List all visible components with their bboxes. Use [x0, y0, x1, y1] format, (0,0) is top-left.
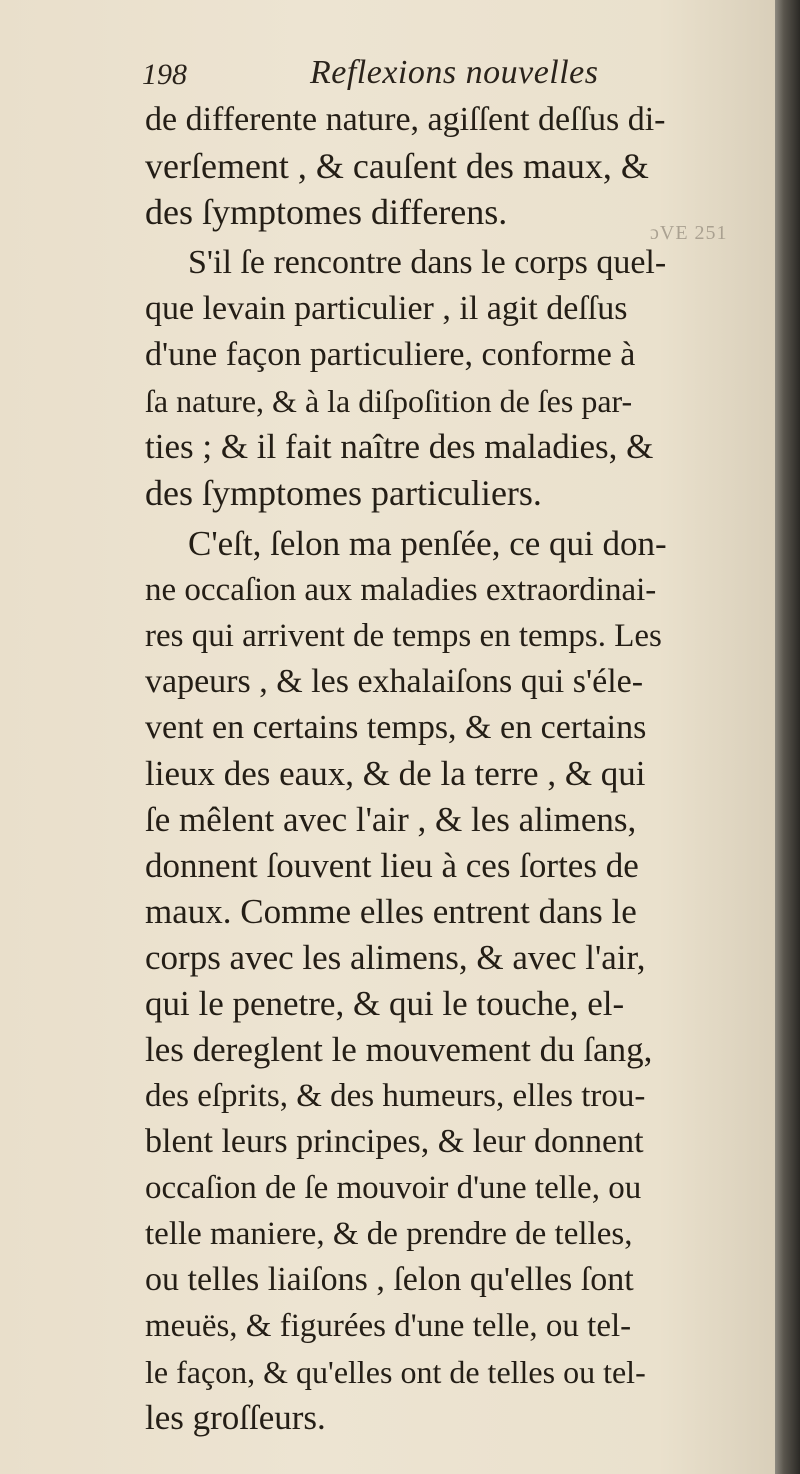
text-line: corps avec les alimens, & avec l'air,	[145, 938, 646, 977]
text-line: donnent ſouvent lieu à ces ſortes de	[145, 846, 639, 885]
text-line: blent leurs principes, & leur donnent	[145, 1123, 644, 1160]
text-line: les groſſeurs.	[145, 1398, 326, 1437]
page-gutter-shadow	[775, 0, 800, 1474]
running-head	[142, 50, 762, 102]
text-line: meuës, & figurées d'une telle, ou tel-	[145, 1308, 632, 1344]
text-line: vapeurs , & les exhalaiſons qui s'éle-	[145, 663, 644, 700]
text-line: des ſymptomes particuliers.	[145, 473, 542, 513]
text-line: des eſprits, & des humeurs, elles trou-	[145, 1078, 646, 1114]
text-line: vent en certains temps, & en certains	[145, 709, 647, 746]
text-line: maux. Comme elles entrent dans le	[145, 892, 637, 931]
text-line: occaſion de ſe mouvoir d'une telle, ou	[145, 1170, 642, 1206]
text-line: verſement , & cauſent des maux, &	[145, 146, 649, 186]
text-line: que levain particulier , il agit deſſus	[145, 290, 628, 327]
marginal-note: ɔVE 251	[650, 222, 728, 244]
text-line: ties ; & il fait naître des maladies, &	[145, 427, 654, 466]
page-number: 198	[142, 58, 187, 91]
text-line: lieux des eaux, & de la terre , & qui	[145, 754, 646, 793]
page-heading: Reflexions nouvelles	[310, 54, 599, 91]
text-line: ſe mêlent avec l'air , & les alimens,	[145, 800, 637, 839]
text-line: C'eſt, ſelon ma penſée, ce qui don-	[188, 524, 667, 563]
text-line: S'il ſe rencontre dans le corps quel-	[188, 244, 667, 281]
text-line: de differente nature, agiſſent deſſus di-	[145, 101, 666, 138]
text-line: d'une façon particuliere, conforme à	[145, 336, 636, 373]
text-line: ſa nature, & à la diſpoſition de ſes par-	[145, 383, 633, 419]
text-line: ou telles liaiſons , ſelon qu'elles ſont	[145, 1261, 634, 1298]
text-line: les dereglent le mouvement du ſang,	[145, 1030, 653, 1069]
text-line: des ſymptomes differens.	[145, 192, 508, 232]
text-line: le façon, & qu'elles ont de telles ou tel-	[145, 1354, 646, 1390]
text-line: qui le penetre, & qui le touche, el-	[145, 984, 625, 1023]
text-line: res qui arrivent de temps en temps. Les	[145, 618, 662, 654]
text-line: telle maniere, & de prendre de telles,	[145, 1216, 633, 1252]
text-line: ne occaſion aux maladies extraordinai-	[145, 572, 657, 608]
